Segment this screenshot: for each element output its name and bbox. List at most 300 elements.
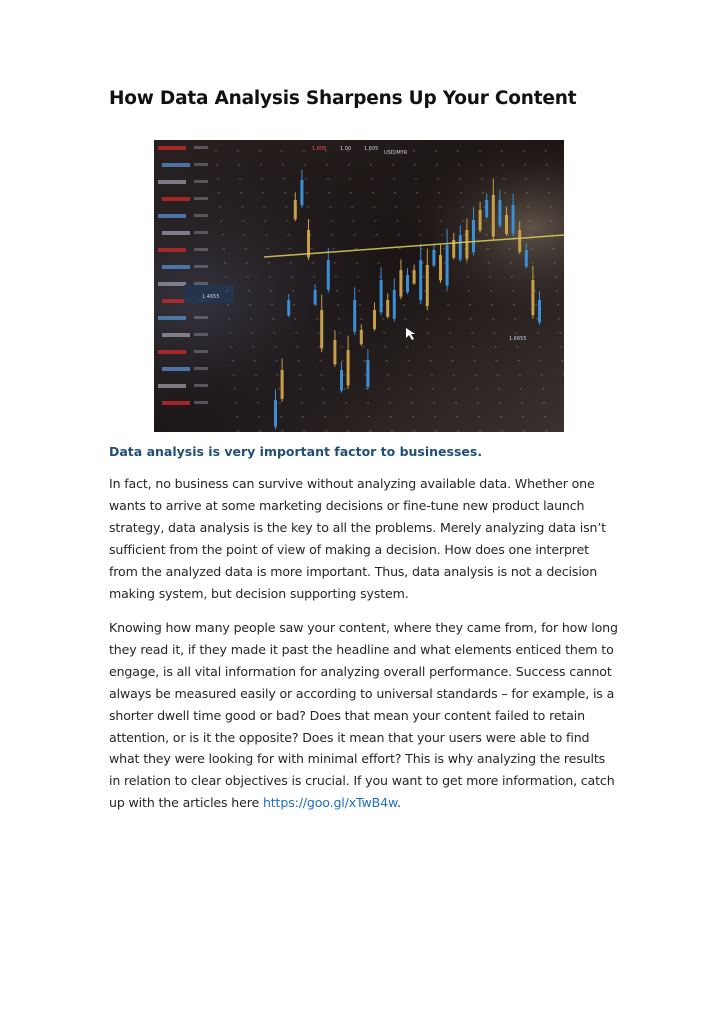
grid-dot <box>245 248 247 250</box>
grid-dot <box>373 206 375 208</box>
grid-dot <box>522 416 524 418</box>
candle-body <box>512 205 515 233</box>
grid-dot <box>443 248 445 250</box>
grid-dot <box>384 346 386 348</box>
candle-body <box>373 310 376 329</box>
grid-dot <box>281 150 283 152</box>
grid-dot <box>232 360 234 362</box>
screen-row <box>194 384 208 387</box>
grid-dot <box>226 290 228 292</box>
grid-dot <box>446 290 448 292</box>
grid-dot <box>527 206 529 208</box>
screen-label: 1.4655 <box>202 294 220 300</box>
grid-dot <box>521 402 523 404</box>
grid-dot <box>257 402 259 404</box>
screen-row <box>194 401 208 404</box>
paragraph-1: In fact, no business can survive without analyzing available data. Whether one wants to arrive at some marketing decisions or fine-tune new product launch strategy, data analysis is the key to all the problems. Merely analyzing data isn’t sufficient from the point of view of making a decision. How does one interpret from the analyzed data is more important. Thus, data analysis is not a decision making system, but decision supporting system. <box>109 476 606 601</box>
screen-row <box>194 350 208 353</box>
grid-dot <box>508 234 510 236</box>
grid-dot <box>541 374 543 376</box>
grid-dot <box>487 248 489 250</box>
grid-dot <box>376 234 378 236</box>
grid-dot <box>368 416 370 418</box>
grid-dot <box>493 332 495 334</box>
grid-dot <box>333 248 335 250</box>
grid-dot <box>461 206 463 208</box>
grid-dot <box>252 346 254 348</box>
grid-dot <box>285 206 287 208</box>
grid-dot <box>479 150 481 152</box>
grid-dot <box>537 332 539 334</box>
grid-dot <box>484 220 486 222</box>
grid-dot <box>414 164 416 166</box>
grid-dot <box>242 220 244 222</box>
grid-dot <box>460 192 462 194</box>
screen-label: 1.605 <box>312 146 327 152</box>
candle-body <box>459 235 462 260</box>
screen-row <box>158 214 186 218</box>
screen-row <box>162 163 190 167</box>
grid-dot <box>532 262 534 264</box>
grid-dot <box>469 304 471 306</box>
paragraph-2-text: Knowing how many people saw your content, where they came from, for how long they read it, if they made it past the headline and what elements enticed them to engage, is all vital information for analyzing overall performance. Success cannot always be measured easily or according to universal standards – for example, is a shorter dwell time good or bad? Does that mean your content failed to retain attention, or is it the opposite? Does it mean that your users were able to find what they were looking for with minimal effort? This is why analyzing the results in relation to clear objectives is crucial. If you want to get more information, catch up with the articles here <box>109 620 618 811</box>
paragraph-2-end: . <box>397 795 401 811</box>
grid-dot <box>436 164 438 166</box>
grid-dot <box>290 262 292 264</box>
grid-dot <box>244 234 246 236</box>
grid-dot <box>500 416 502 418</box>
grid-dot <box>418 220 420 222</box>
grid-dot <box>526 192 528 194</box>
grid-dot <box>327 178 329 180</box>
grid-dot <box>481 178 483 180</box>
screen-row <box>194 146 208 149</box>
grid-dot <box>266 234 268 236</box>
subheading: Data analysis is very important factor to businesses. <box>109 444 483 459</box>
grid-dot <box>247 276 249 278</box>
grid-dot <box>320 360 322 362</box>
grid-dot <box>416 192 418 194</box>
candle-body <box>353 300 356 332</box>
grid-dot <box>523 150 525 152</box>
screen-row <box>162 401 190 405</box>
candle-body <box>287 300 290 315</box>
candle-body <box>340 370 343 391</box>
grid-dot <box>378 262 380 264</box>
screen-row <box>158 384 186 388</box>
grid-dot <box>536 318 538 320</box>
grid-dot <box>289 248 291 250</box>
grid-dot <box>395 206 397 208</box>
grid-dot <box>498 388 500 390</box>
screen-label: 1.605 <box>364 146 379 152</box>
grid-dot <box>459 178 461 180</box>
grid-dot <box>494 346 496 348</box>
candle-body <box>347 350 350 385</box>
grid-dot <box>352 220 354 222</box>
grid-dot <box>502 164 504 166</box>
grid-dot <box>417 206 419 208</box>
grid-dot <box>505 206 507 208</box>
grid-dot <box>391 430 393 432</box>
grid-dot <box>512 290 514 292</box>
grid-dot <box>542 388 544 390</box>
grid-dot <box>248 290 250 292</box>
grid-dot <box>553 248 555 250</box>
grid-dot <box>345 402 347 404</box>
grid-dot <box>279 402 281 404</box>
grid-dot <box>330 220 332 222</box>
grid-dot <box>540 360 542 362</box>
candle-body <box>505 215 508 234</box>
grid-dot <box>548 192 550 194</box>
grid-dot <box>323 402 325 404</box>
grid-dot <box>372 192 374 194</box>
grid-dot <box>453 374 455 376</box>
grid-dot <box>343 374 345 376</box>
grid-dot <box>544 416 546 418</box>
grid-dot <box>560 346 562 348</box>
grid-dot <box>222 234 224 236</box>
grid-dot <box>267 248 269 250</box>
grid-dot <box>447 304 449 306</box>
grid-dot <box>278 388 280 390</box>
grid-dot <box>325 430 327 432</box>
candle-body <box>300 180 303 205</box>
grid-dot <box>557 304 559 306</box>
grid-dot <box>399 248 401 250</box>
grid-dot <box>238 164 240 166</box>
grid-dot <box>515 332 517 334</box>
grid-dot <box>547 178 549 180</box>
grid-dot <box>516 346 518 348</box>
screen-row <box>162 367 190 371</box>
grid-dot <box>390 416 392 418</box>
grid-dot <box>412 416 414 418</box>
grid-dot <box>295 332 297 334</box>
grid-dot <box>281 430 283 432</box>
grid-dot <box>324 416 326 418</box>
grid-dot <box>509 248 511 250</box>
grid-dot <box>260 164 262 166</box>
grid-dot <box>371 178 373 180</box>
screen-row <box>194 231 208 234</box>
grid-dot <box>262 192 264 194</box>
grid-dot <box>458 164 460 166</box>
grid-dot <box>340 346 342 348</box>
screen-row <box>158 180 186 184</box>
candle-body <box>380 280 383 312</box>
grid-dot <box>264 220 266 222</box>
grid-dot <box>337 304 339 306</box>
grid-dot <box>336 290 338 292</box>
grid-dot <box>523 430 525 432</box>
grid-dot <box>558 318 560 320</box>
grid-dot <box>224 262 226 264</box>
grid-dot <box>438 192 440 194</box>
grid-dot <box>477 402 479 404</box>
grid-dot <box>322 388 324 390</box>
candle-body <box>426 265 429 306</box>
grid-dot <box>450 346 452 348</box>
grid-dot <box>387 374 389 376</box>
grid-dot <box>356 262 358 264</box>
grid-dot <box>489 276 491 278</box>
grid-dot <box>316 318 318 320</box>
grid-dot <box>227 304 229 306</box>
candle-body <box>419 260 422 300</box>
candle-body <box>366 360 369 387</box>
screen-row <box>194 316 208 319</box>
candle-body <box>360 330 363 344</box>
grid-dot <box>255 374 257 376</box>
candle-body <box>294 200 297 219</box>
grid-dot <box>326 164 328 166</box>
grid-dot <box>386 360 388 362</box>
grid-dot <box>239 178 241 180</box>
grid-dot <box>476 388 478 390</box>
grid-dot <box>296 346 298 348</box>
screen-row <box>194 214 208 217</box>
grid-dot <box>420 234 422 236</box>
grid-dot <box>437 178 439 180</box>
grid-dot <box>518 360 520 362</box>
grid-dot <box>435 150 437 152</box>
grid-dot <box>550 220 552 222</box>
page-title: How Data Analysis Sharpens Up Your Content <box>109 88 577 109</box>
grid-dot <box>288 234 290 236</box>
grid-dot <box>456 416 458 418</box>
grid-dot <box>538 346 540 348</box>
candle-body <box>333 340 336 364</box>
grid-dot <box>342 360 344 362</box>
screen-row <box>158 282 186 286</box>
grid-dot <box>452 360 454 362</box>
grid-dot <box>524 164 526 166</box>
grid-dot <box>259 430 261 432</box>
candle-body <box>531 280 534 315</box>
screen-row <box>158 248 186 252</box>
grid-dot <box>277 374 279 376</box>
grid-dot <box>457 430 459 432</box>
grid-dot <box>388 388 390 390</box>
candle-body <box>406 275 409 292</box>
grid-dot <box>218 192 220 194</box>
grid-dot <box>362 346 364 348</box>
grid-dot <box>467 276 469 278</box>
grid-dot <box>559 332 561 334</box>
grid-dot <box>367 402 369 404</box>
candle-body <box>399 270 402 297</box>
grid-dot <box>486 234 488 236</box>
candle-body <box>479 210 482 230</box>
grid-dot <box>528 220 530 222</box>
article-link[interactable]: https://goo.gl/xTwB4w <box>262 795 398 811</box>
grid-dot <box>496 360 498 362</box>
grid-dot <box>404 318 406 320</box>
candle-body <box>439 255 442 280</box>
candle-body <box>432 250 435 266</box>
grid-dot <box>338 318 340 320</box>
candle-body <box>327 260 330 290</box>
grid-dot <box>545 150 547 152</box>
grid-dot <box>217 178 219 180</box>
candle-body <box>386 300 389 317</box>
candle-body <box>485 200 488 217</box>
grid-dot <box>230 346 232 348</box>
grid-dot <box>427 332 429 334</box>
grid-dot <box>501 430 503 432</box>
grid-dot <box>423 276 425 278</box>
grid-dot <box>554 262 556 264</box>
grid-dot <box>250 318 252 320</box>
grid-dot <box>497 374 499 376</box>
candle-body <box>413 270 416 284</box>
grid-dot <box>513 304 515 306</box>
grid-dot <box>370 164 372 166</box>
grid-dot <box>215 150 217 152</box>
grid-dot <box>269 276 271 278</box>
grid-dot <box>379 276 381 278</box>
grid-dot <box>442 234 444 236</box>
grid-dot <box>410 388 412 390</box>
grid-dot <box>357 276 359 278</box>
grid-dot <box>259 150 261 152</box>
candle-body <box>538 300 541 323</box>
grid-dot <box>504 192 506 194</box>
grid-dot <box>237 150 239 152</box>
screen-row <box>194 248 208 251</box>
grid-dot <box>472 346 474 348</box>
grid-dot <box>374 220 376 222</box>
grid-dot <box>228 318 230 320</box>
grid-dot <box>317 332 319 334</box>
grid-dot <box>313 276 315 278</box>
candle-body <box>320 310 323 348</box>
screen-row <box>158 146 186 150</box>
grid-dot <box>272 318 274 320</box>
grid-dot <box>563 374 564 376</box>
grid-dot <box>439 206 441 208</box>
grid-dot <box>307 206 309 208</box>
grid-dot <box>383 332 385 334</box>
grid-dot <box>312 262 314 264</box>
grid-dot <box>531 248 533 250</box>
grid-dot <box>268 262 270 264</box>
grid-dot <box>409 374 411 376</box>
grid-dot <box>249 304 251 306</box>
grid-dot <box>294 318 296 320</box>
grid-dot <box>434 416 436 418</box>
grid-dot <box>440 220 442 222</box>
grid-dot <box>406 346 408 348</box>
grid-dot <box>514 318 516 320</box>
grid-dot <box>403 304 405 306</box>
screen-row <box>194 163 208 166</box>
grid-dot <box>511 276 513 278</box>
grid-dot <box>261 178 263 180</box>
grid-dot <box>240 192 242 194</box>
grid-dot <box>448 318 450 320</box>
grid-dot <box>369 430 371 432</box>
grid-dot <box>478 416 480 418</box>
candle-body <box>498 200 501 225</box>
grid-dot <box>301 402 303 404</box>
grid-dot <box>223 248 225 250</box>
grid-dot <box>454 388 456 390</box>
grid-dot <box>424 290 426 292</box>
grid-dot <box>241 206 243 208</box>
grid-dot <box>292 290 294 292</box>
grid-dot <box>359 304 361 306</box>
grid-dot <box>491 304 493 306</box>
screen-row <box>194 282 208 285</box>
candle-body <box>492 195 495 237</box>
grid-dot <box>233 374 235 376</box>
stock-chart-photo <box>154 140 564 432</box>
grid-dot <box>306 192 308 194</box>
grid-dot <box>433 402 435 404</box>
grid-dot <box>344 388 346 390</box>
grid-dot <box>431 374 433 376</box>
grid-dot <box>471 332 473 334</box>
grid-dot <box>556 290 558 292</box>
grid-dot <box>282 164 284 166</box>
grid-dot <box>328 192 330 194</box>
grid-dot <box>428 346 430 348</box>
grid-dot <box>466 262 468 264</box>
screen-row <box>194 180 208 183</box>
grid-dot <box>270 290 272 292</box>
grid-dot <box>358 290 360 292</box>
grid-dot <box>220 220 222 222</box>
grid-dot <box>318 346 320 348</box>
candle-body <box>525 250 528 267</box>
grid-dot <box>237 430 239 432</box>
screen-row <box>162 231 190 235</box>
grid-dot <box>464 234 466 236</box>
grid-dot <box>501 150 503 152</box>
grid-dot <box>286 220 288 222</box>
grid-dot <box>360 318 362 320</box>
grid-dot <box>382 318 384 320</box>
grid-dot <box>291 276 293 278</box>
grid-dot <box>543 402 545 404</box>
grid-dot <box>480 164 482 166</box>
grid-dot <box>413 430 415 432</box>
screen-row <box>194 333 208 336</box>
grid-dot <box>334 262 336 264</box>
grid-dot <box>303 430 305 432</box>
candle-body <box>274 400 277 427</box>
grid-dot <box>457 150 459 152</box>
grid-dot <box>394 192 396 194</box>
grid-dot <box>300 388 302 390</box>
paragraph-2 <box>109 617 619 814</box>
grid-dot <box>348 164 350 166</box>
grid-dot <box>321 374 323 376</box>
grid-dot <box>555 276 557 278</box>
grid-dot <box>251 332 253 334</box>
grid-dot <box>304 164 306 166</box>
grid-dot <box>273 332 275 334</box>
grid-dot <box>396 220 398 222</box>
grid-dot <box>503 178 505 180</box>
screen-label: 1.6655 <box>509 336 527 342</box>
grid-dot <box>398 234 400 236</box>
grid-dot <box>354 234 356 236</box>
grid-dot <box>284 192 286 194</box>
